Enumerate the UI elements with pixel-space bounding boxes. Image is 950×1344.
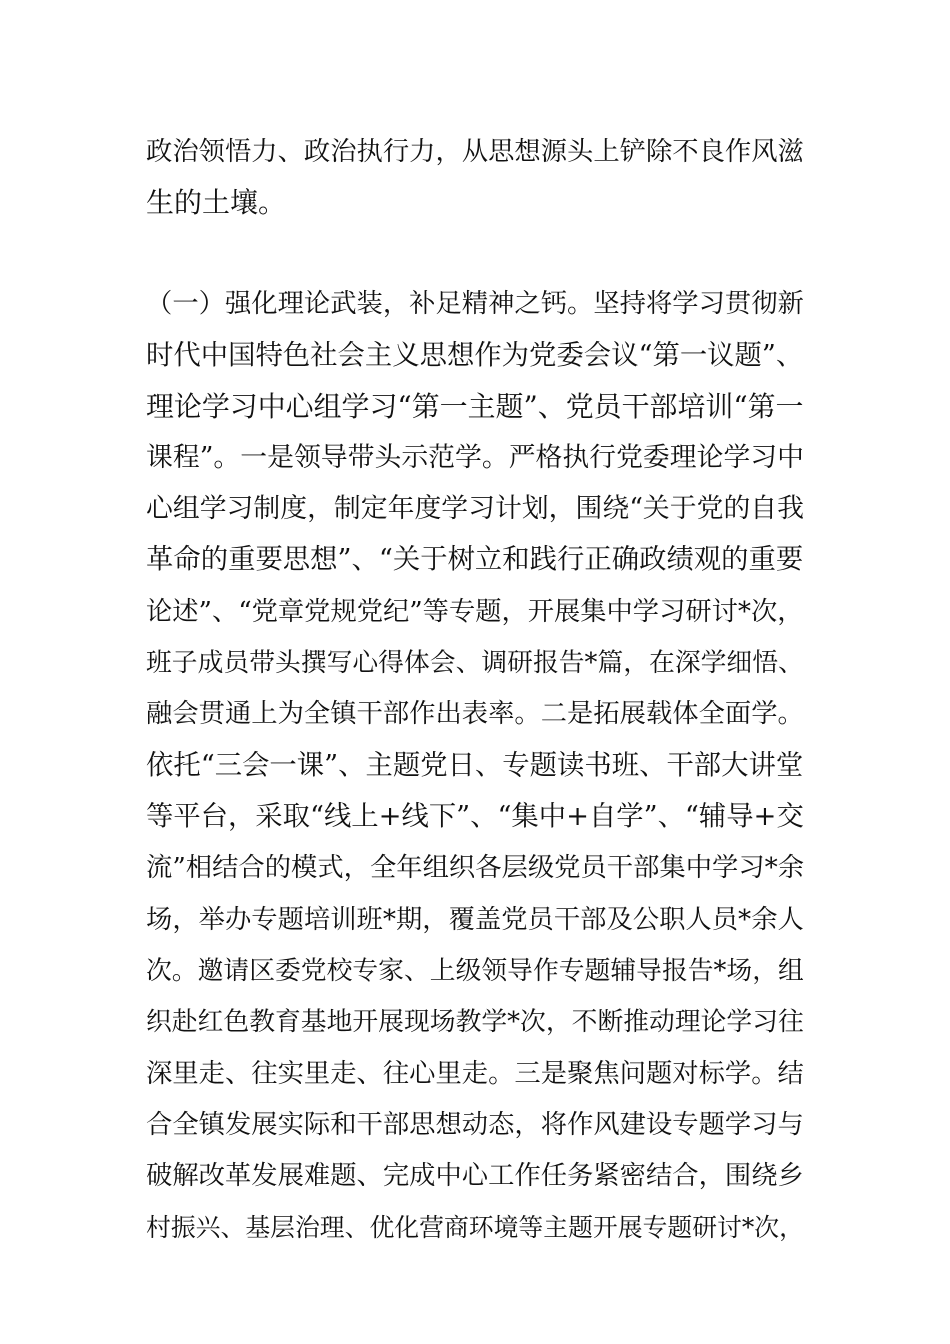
text-line: 织赴红色教育基地开展现场教学*次，不断推动理论学习往: [146, 1007, 804, 1037]
text-line: 次。邀请区委党校专家、上级领导作专题辅导报告*场，组: [146, 956, 804, 986]
text-line: 深里走、往实里走、往心里走。三是聚焦问题对标学。结: [146, 1059, 804, 1089]
text-line: 政治领悟力、政治执行力，从思想源头上铲除不良作风滋: [146, 137, 804, 167]
text-line: 破解改革发展难题、完成中心工作任务紧密结合，围绕乡: [146, 1161, 804, 1191]
text-line: 依托“三会一课”、主题党日、专题读书班、干部大讲堂: [146, 750, 804, 781]
text-line: 场，举办专题培训班*期，覆盖党员干部及公职人员*余人: [146, 905, 804, 935]
text-line: 村振兴、基层治理、优化营商环境等主题开展专题研讨*次，: [146, 1213, 804, 1242]
text-line: 融会贯通上为全镇干部作出表率。二是拓展载体全面学。: [146, 699, 804, 729]
text-line: 流”相结合的模式，全年组织各层级党员干部集中学习*余: [146, 853, 805, 883]
text-line: 论述”、“党章党规党纪”等专题，开展集中学习研讨*次，: [146, 597, 804, 627]
text-line: 心组学习制度，制定年度学习计划，围绕“关于党的自我: [146, 493, 804, 524]
text-line: 等平台，采取“线上+线下”、“集中+自学”、“辅导+交: [146, 801, 804, 832]
text-line: 理论学习中心组学习“第一主题”、党员干部培训“第一: [146, 390, 804, 423]
text-line: 班子成员带头撰写心得体会、调研报告*篇，在深学细悟、: [146, 648, 804, 678]
text-line: 生的土壤。: [146, 186, 287, 219]
text-line: 课程”。一是领导带头示范学。严格执行党委理论学习中: [146, 442, 804, 473]
text-line: 合全镇发展实际和干部思想动态，将作风建设专题学习与: [146, 1110, 804, 1140]
text-line: 革命的重要思想”、“关于树立和践行正确政绩观的重要: [146, 544, 804, 575]
text-line: 时代中国特色社会主义思想作为党委会议“第一议题”、: [146, 340, 804, 371]
section-heading-line: （一）强化理论武装，补足精神之钙。坚持将学习贯彻新: [146, 289, 804, 319]
